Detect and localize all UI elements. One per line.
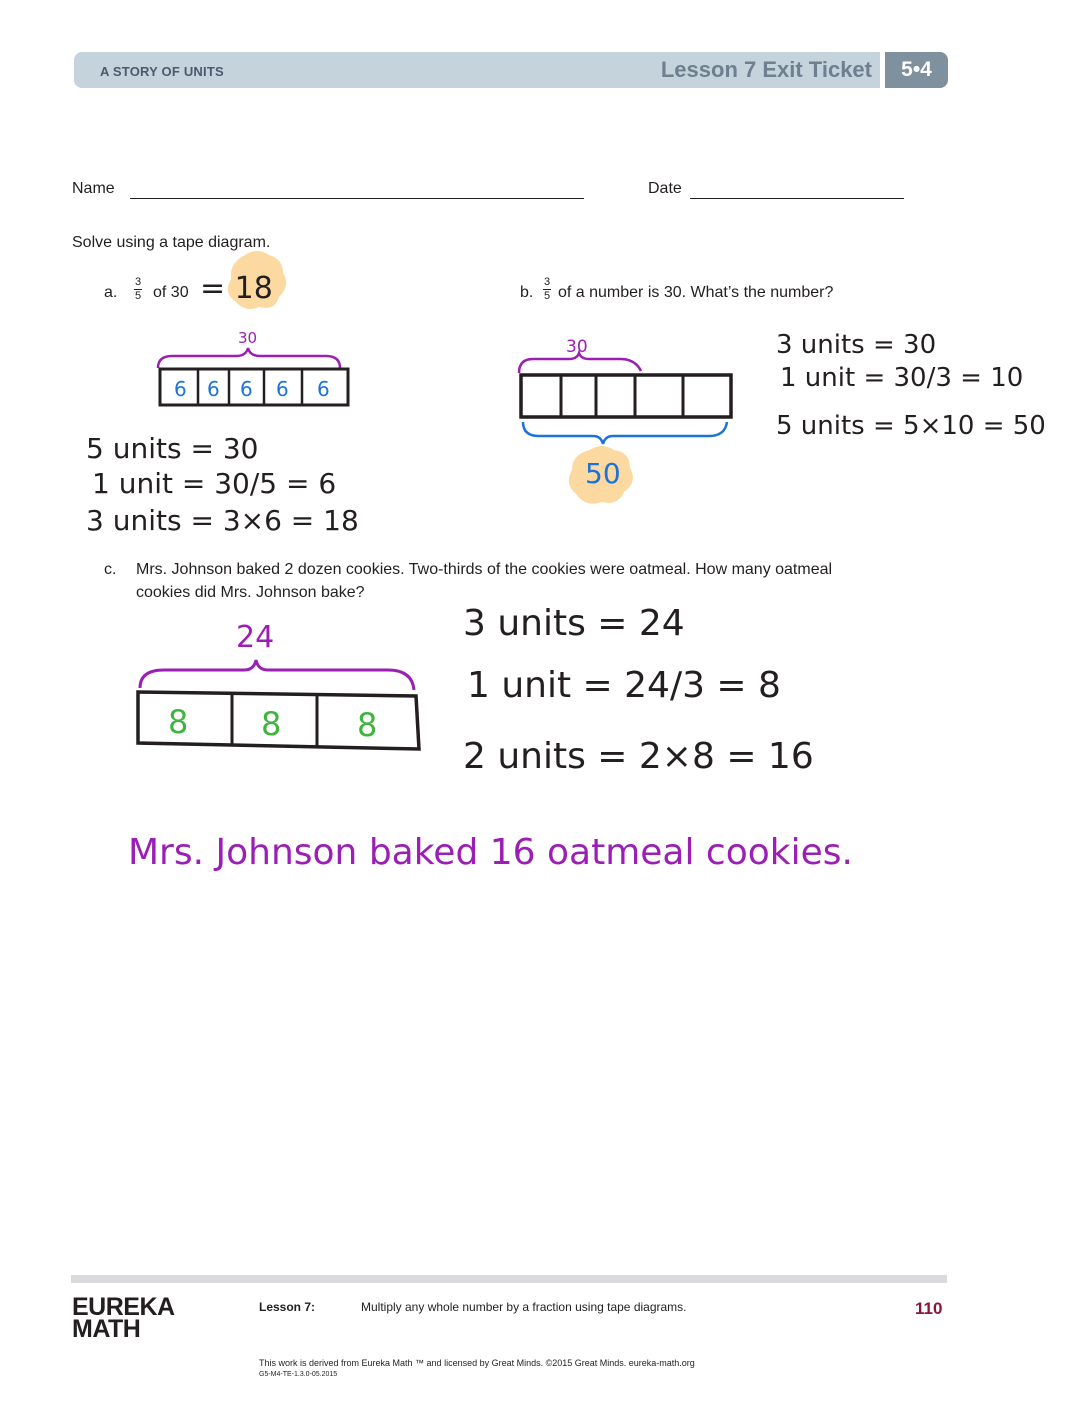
logo-line1: EUREKA: [72, 1293, 175, 1321]
final-answer: Mrs. Johnson baked 16 oatmeal cookies.: [128, 832, 853, 873]
page-number: 110: [915, 1299, 943, 1318]
date-label: Date: [648, 180, 682, 197]
footer-credit: This work is derived from Eureka Math ™ and licensed by Great Minds. ©2015 Great Minds. eureka-math.org: [259, 1358, 695, 1368]
footer-code: G5-M4-TE-1.3.0-05.2015: [259, 1371, 338, 1378]
work-a-line: 1 unit = 30/5 = 6: [92, 467, 337, 500]
work-c-line: 2 units = 2×8 = 16: [463, 736, 814, 777]
tape-c-unit: 8: [357, 706, 378, 744]
grade-module-badge: 5•4: [885, 52, 948, 88]
work-b-line: 3 units = 30: [776, 330, 937, 360]
brace-label-a: 30: [238, 329, 258, 347]
tape-b: [521, 375, 731, 417]
instructions: Solve using a tape diagram.: [72, 234, 271, 251]
bottom-brace-b: [523, 422, 727, 444]
tape-c-unit: 8: [168, 703, 189, 741]
work-c-line: 1 unit = 24/3 = 8: [467, 665, 781, 706]
work-b-line: 5 units = 5×10 = 50: [776, 411, 1046, 441]
work-b-line: 1 unit = 30/3 = 10: [780, 363, 1024, 393]
footer-lesson-label: Lesson 7:: [259, 1300, 316, 1314]
footer-rule: [71, 1275, 947, 1283]
tape-a-unit: 6: [174, 377, 187, 401]
problem-c-letter: c.: [104, 561, 117, 578]
answer-a: = 18: [200, 271, 273, 306]
curriculum-label: A STORY OF UNITS: [100, 64, 224, 79]
tape-a-unit: 6: [276, 377, 289, 401]
frac-numerator: 3: [134, 276, 142, 288]
logo-line2: MATH: [72, 1315, 141, 1343]
top-brace-b: [519, 353, 641, 373]
name-label: Name: [72, 180, 115, 197]
problem-a-letter: a.: [104, 284, 118, 301]
footer-lesson-desc: Multiply any whole number by a fraction using tape diagrams.: [361, 1300, 687, 1314]
problem-c-text-line2: cookies did Mrs. Johnson bake?: [136, 584, 365, 601]
lesson-title: Lesson 7 Exit Ticket: [660, 57, 872, 82]
frac-denominator: 5: [134, 290, 142, 302]
work-a-line: 5 units = 30: [86, 432, 259, 465]
work-a-line: 3 units = 3×6 = 18: [86, 504, 359, 537]
brace-a: [158, 348, 340, 368]
eureka-math-logo: [72, 1293, 175, 1343]
tape-a-unit: 6: [240, 377, 253, 401]
brace-label-c: 24: [236, 620, 275, 655]
top-brace-label-b: 30: [566, 337, 588, 357]
problem-b-letter: b.: [520, 284, 534, 301]
tape-c-unit: 8: [261, 705, 282, 743]
brace-c: [140, 660, 414, 690]
tape-a-unit: 6: [317, 377, 330, 401]
problem-c-text-line1: Mrs. Johnson baked 2 dozen cookies. Two-thirds of the cookies were oatmeal. How many oatmeal: [136, 561, 833, 578]
frac-denominator: 5: [543, 290, 551, 302]
tape-a-unit: 6: [207, 377, 220, 401]
problem-a-text: of 30: [153, 284, 189, 301]
frac-numerator: 3: [543, 276, 551, 288]
problem-b-text: of a number is 30. What’s the number?: [558, 284, 834, 301]
bottom-brace-label-b: 50: [585, 457, 621, 490]
work-c-line: 3 units = 24: [463, 603, 685, 644]
